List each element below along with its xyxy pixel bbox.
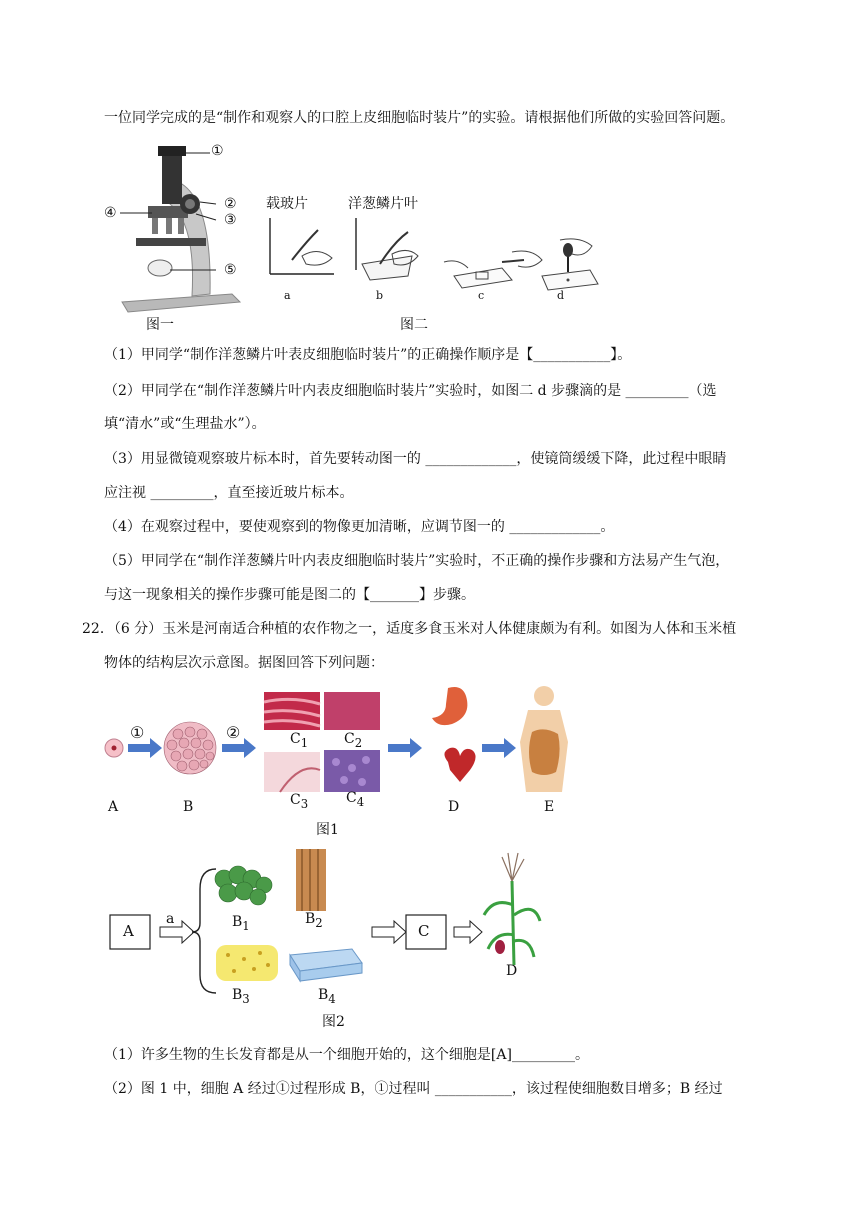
fig2-label-b3: $B_3$: [232, 987, 250, 1006]
step-b-letter: b: [376, 289, 384, 302]
fig1-label-e: E: [544, 799, 555, 815]
fig2-label-c: C: [418, 922, 430, 940]
step-d-letter: d: [557, 289, 565, 302]
fig1-label-c2: $C_2$: [344, 731, 363, 750]
fig1-label-b: B: [183, 799, 194, 815]
fig2-label-b2: $B_2$: [305, 911, 323, 930]
fig2-label-a: A: [123, 922, 134, 940]
fig2-label-d: D: [506, 963, 518, 979]
fig2-label-b1: $B_1$: [232, 914, 250, 933]
q21-part5-line1: （5）甲同学在“制作洋葱鳞片叶内表皮细胞临时装片”实验时，不正确的操作步骤和方法易产生气泡，: [104, 553, 730, 569]
q21-part3-line1: （3）用显微镜观察玻片标本时，首先要转动图一的 _____________，使镜筒缓缓下降，此过程中眼睛: [104, 451, 727, 467]
q21-part4: （4）在观察过程中，要使观察到的物像更加清晰，应调节图一的 _____________。: [104, 519, 615, 535]
fig1-arrow1-label: ①: [130, 723, 145, 742]
fig2-arrow-a: a: [166, 911, 175, 927]
fig1-label-c3: $C_3$: [290, 792, 309, 811]
microscope-figure: [112, 144, 252, 316]
q21-part5-line2: 与这一现象相关的操作步骤可能是图二的【_______】步骤。: [104, 587, 475, 603]
fig1-label-c4: $C_4$: [346, 790, 365, 809]
fig1-label-a: A: [108, 799, 119, 815]
q21-part1: （1）甲同学“制作洋葱鳞片叶表皮细胞临时装片”的正确操作顺序是【___________】。: [104, 347, 632, 363]
fig1-label-c1: $C_1$: [290, 731, 309, 750]
q21-part3-line2: 应注视 _________，直至接近玻片标本。: [104, 485, 354, 501]
q22-part2: （2）图 1 中，细胞 A 经过①过程形成 B，①过程叫 ___________，该过程使细胞数目增多；B 经过: [104, 1081, 723, 1097]
micro-label-5: ⑤: [224, 262, 237, 278]
q21-part2-line1: （2）甲同学在“制作洋葱鳞片叶内表皮细胞临时装片”实验时，如图二 d 步骤滴的是 _________（选: [104, 383, 717, 399]
fig2-caption: 图二: [400, 317, 428, 333]
prep-steps-figure: [262, 212, 612, 300]
step-a-letter: a: [284, 289, 291, 302]
q22-heading-line2: 物体的结构层次示意图。据图回答下列问题：: [104, 655, 384, 671]
fig2-label-b4: $B_4$: [318, 987, 336, 1006]
micro-label-3: ③: [224, 212, 237, 228]
step-b-title: 洋葱鳞片叶: [348, 196, 418, 212]
micro-label-1: ①: [211, 143, 224, 159]
fig1-human-caption: 图1: [316, 822, 339, 838]
step-c-letter: c: [478, 289, 485, 302]
step-a-title: 载玻片: [266, 196, 308, 212]
intro-text: 一位同学完成的是“制作和观察人的口腔上皮细胞临时装片”的实验。请根据他们所做的实验回答问题。: [104, 110, 735, 126]
q22-part1: （1）许多生物的生长发育都是从一个细胞开始的，这个细胞是[A]_________。: [104, 1047, 589, 1063]
q21-part2-line2: 填“清水”或“生理盐水”）。: [104, 416, 266, 432]
micro-label-2: ②: [224, 196, 237, 212]
fig1-caption: 图一: [146, 317, 174, 333]
q22-heading-line1: 22．（6 分）玉米是河南适合种植的农作物之一，适度多食玉米对人体健康颇为有利。如图为人体和玉米植: [82, 621, 737, 637]
fig1-label-d: D: [448, 799, 460, 815]
micro-label-4: ④: [104, 205, 117, 221]
fig1-arrow2-label: ②: [226, 723, 241, 742]
fig2-plant-caption: 图2: [322, 1014, 345, 1030]
